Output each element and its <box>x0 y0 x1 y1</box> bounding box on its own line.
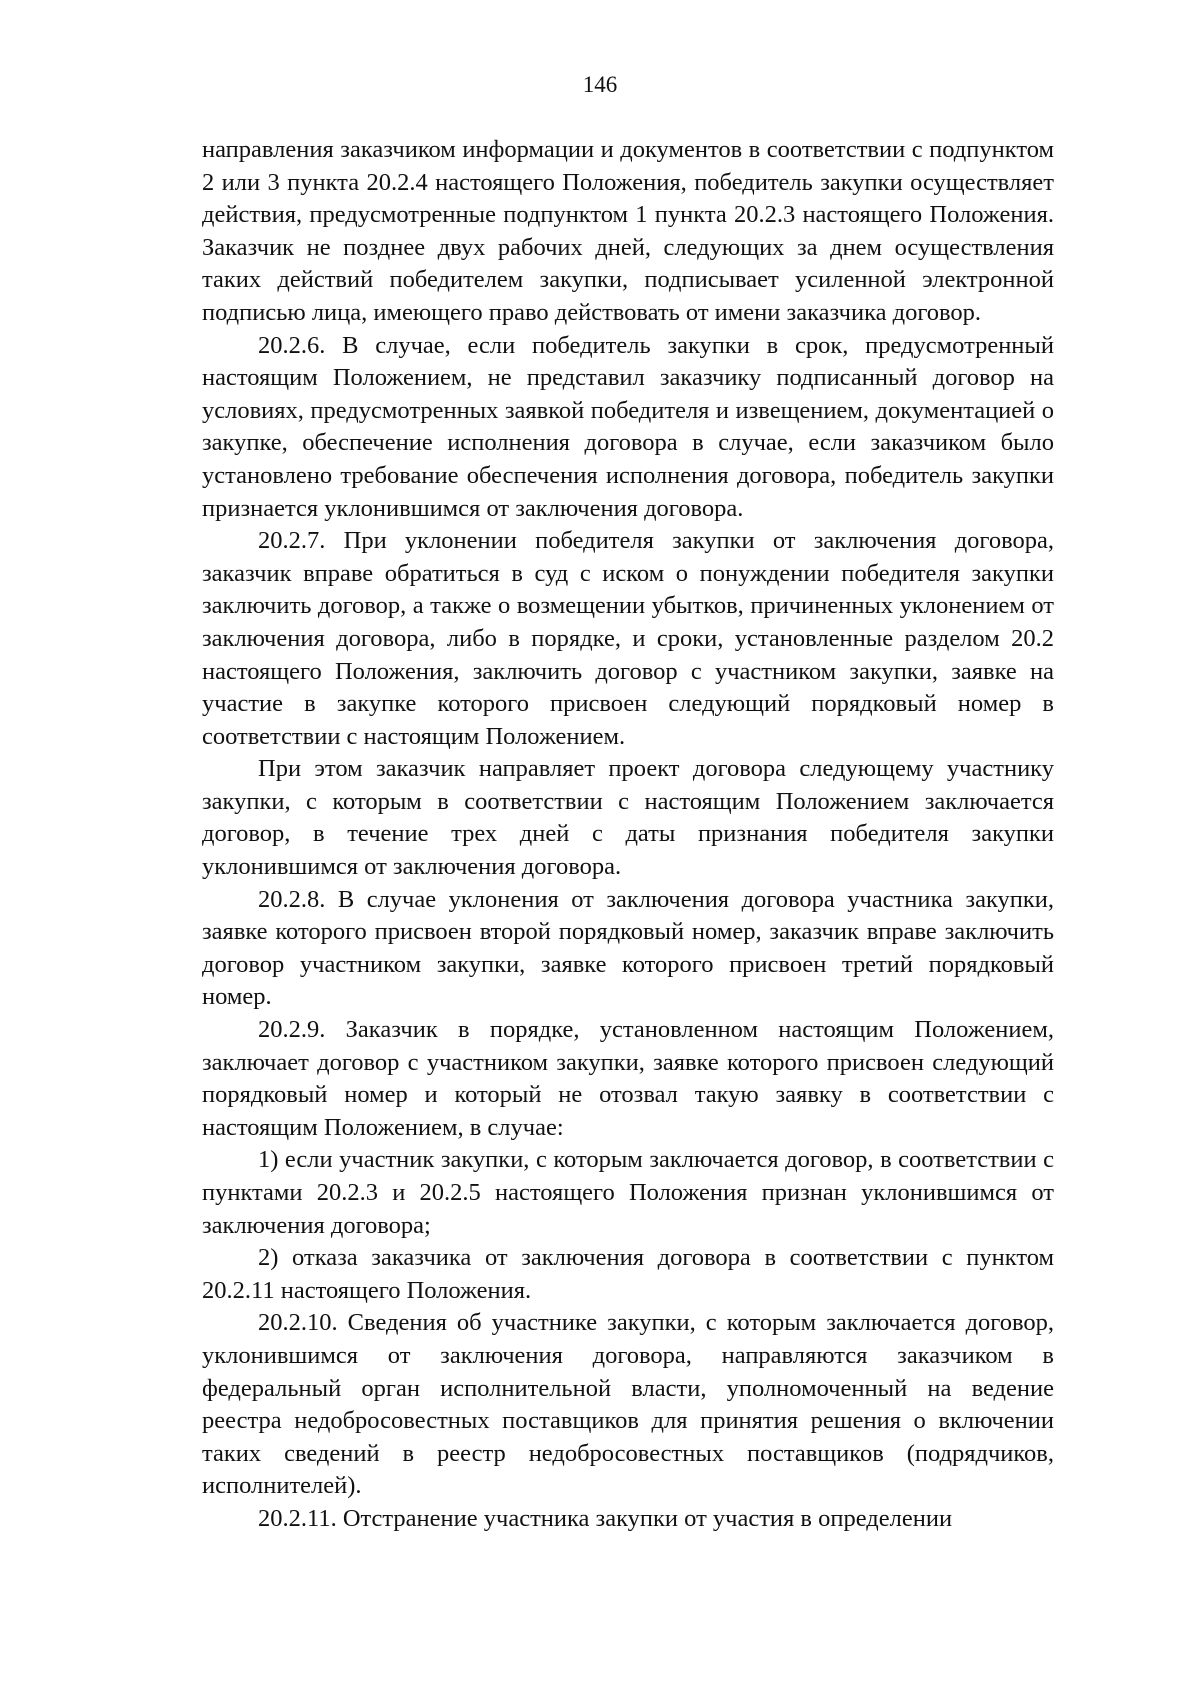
page-number: 146 <box>582 72 618 97</box>
paragraph-20-2-7-cont: При этом заказчик направляет проект договора следующему участнику закупки, с которым в соответствии с настоящим Положением заключается договор, в течение трех дней с даты признания победителя закупки уклонившимся от заключения договора. <box>202 755 1054 881</box>
paragraph-20-2-6: 20.2.6. В случае, если победитель закупки в срок, предусмотренный настоящим Положением, не представил заказчику подписанный договор на условиях, предусмотренных заявкой победителя и извещением, документацией о закупке, обеспечение исполнения договора в случае, если заказчиком было установлено требование обеспечения исполнения договора, победитель закупки признается уклонившимся от заключения договора. <box>202 331 1054 522</box>
paragraph-20-2-10: 20.2.10. Сведения об участнике закупки, с которым заключается договор, уклонившимся от заключения договора, направляются заказчиком в федеральный орган исполнительной власти, уполномоченный на ведение реестра недобросовестных поставщиков для принятия решения о включении таких сведений в реестр недобросовестных поставщиков (подрядчиков, исполнителей). <box>202 1309 1054 1500</box>
paragraph-20-2-8: 20.2.8. В случае уклонения от заключения договора участника закупки, заявке которого присвоен второй порядковый номер, заказчик вправе заключить договор участником закупки, заявке которого присвоен третий порядковый номер. <box>202 885 1054 1011</box>
paragraph-20-2-9: 20.2.9. Заказчик в порядке, установленном настоящим Положением, заключает договор с участником закупки, заявке которого присвоен следующий порядковый номер и который не отозвал такую заявку в соответствии с настоящим Положением, в случае: <box>202 1016 1054 1141</box>
document-body <box>202 134 1054 1536</box>
list-item-2: 2) отказа заказчика от заключения договора в соответствии с пунктом 20.2.11 настоящего Положения. <box>202 1244 1054 1304</box>
paragraph-continuation: направления заказчиком информации и документов в соответствии с подпунктом 2 или 3 пункта 20.2.4 настоящего Положения, победитель закупки осуществляет действия, предусмотренные подпунктом 1 пункта 20.2.3 настоящего Положения. Заказчик не позднее двух рабочих дней, следующих за днем осуществления таких действий победителем закупки, подписывает усиленной электронной подписью лица, имеющего право действовать от имени заказчика договор. <box>202 136 1054 326</box>
paragraph-20-2-7: 20.2.7. При уклонении победителя закупки от заключения договора, заказчик вправе обратиться в суд с иском о понуждении победителя закупки заключить договор, а также о возмещении убытков, причиненных уклонением от заключения договора, либо в порядке, и сроки, установленные разделом 20.2 настоящего Положения, заключить договор с участником закупки, заявке на участие в закупке которого присвоен следующий порядковый номер в соответствии с настоящим Положением. <box>202 527 1054 750</box>
paragraph-20-2-11: 20.2.11. Отстранение участника закупки от участия в определении <box>258 1504 953 1532</box>
list-item-1: 1) если участник закупки, с которым заключается договор, в соответствии с пунктами 20.2.3 и 20.2.5 настоящего Положения признан уклонившимся от заключения договора; <box>202 1146 1054 1239</box>
